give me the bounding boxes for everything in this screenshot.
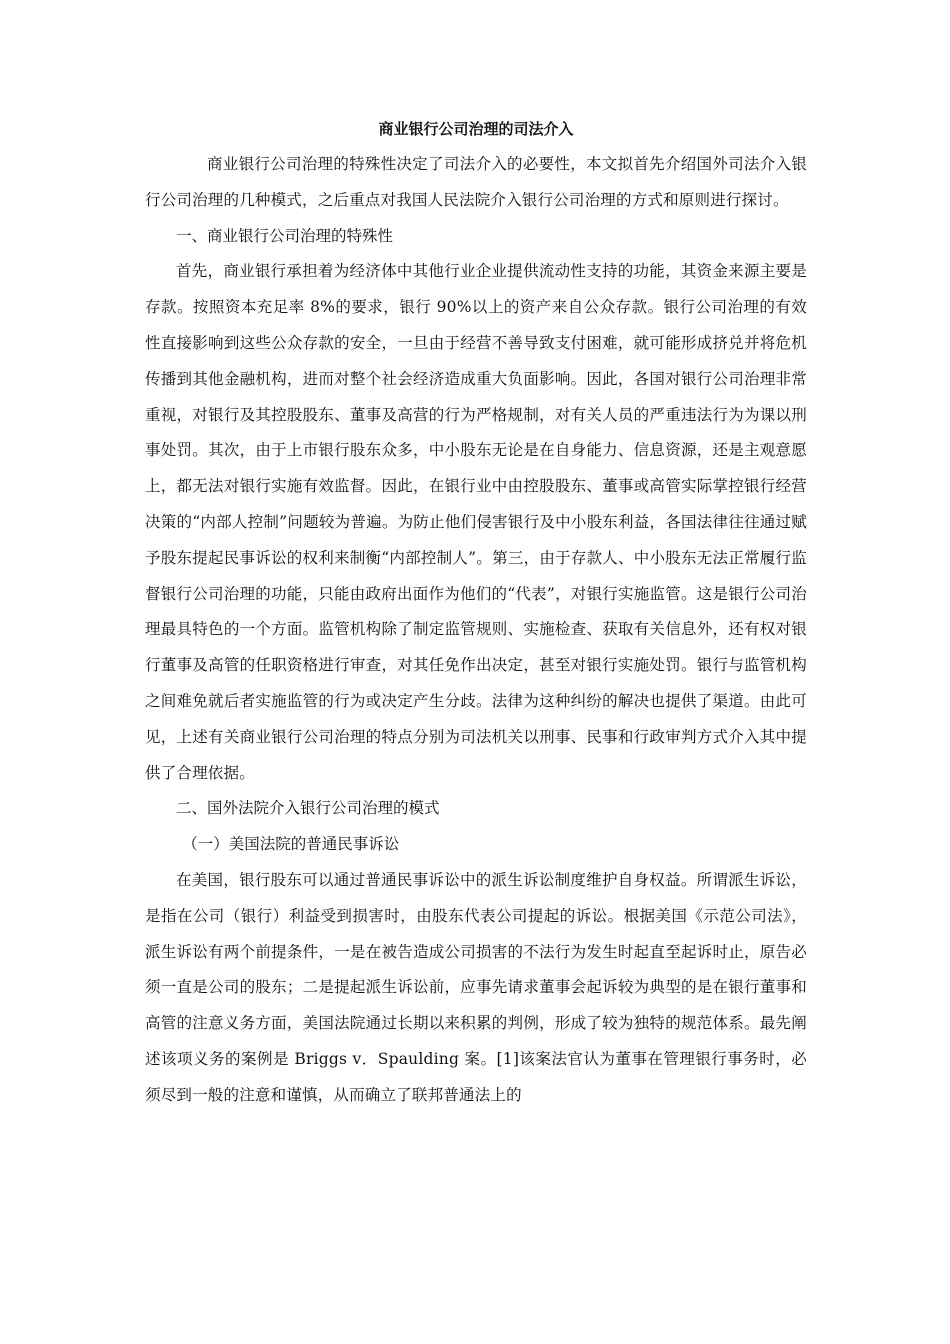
section2-1-paragraph: 在美国，银行股东可以通过普通民事诉讼中的派生诉讼制度维护自身权益。所谓派生诉讼，是指在公司（银行）利益受到损害时，由股东代表公司提起的诉讼。根据美国《示范公司法》，派生诉讼有两个前提条件，一是在被告造成公司损害的不法行为发生时起直至起诉时止，原告必须一直是公司的股东；二是提起派生诉讼前，应事先请求董事会起诉较为典型的是在银行董事和高管的注意义务方面，美国法院通过长期以来积累的判例，形成了较为独特的规范体系。最先阐述该项义务的案例是 Briggs v．Spaulding 案。[1]该案法官认为董事在管理银行事务时，必须尽到一般的注意和谨慎，从而确立了联邦普通法上的 [145, 870, 807, 1104]
section1-heading: 一、商业银行公司治理的特殊性 [176, 226, 394, 245]
section1-paragraph: 首先，商业银行承担着为经济体中其他行业企业提供流动性支持的功能，其资金来源主要是存款。按照资本充足率 8%的要求，银行 90%以上的资产来自公众存款。银行公司治理的有效性直接影响到这些公众存款的安全，一旦由于经营不善导致支付困难，就可能形成挤兑并将危机传播到其他金融机构，进而对整个社会经济造成重大负面影响。因此，各国对银行公司治理非常重视，对银行及其控股股东、董事及高营的行为严格规制，对有关人员的严重违法行为为课以刑事处罚。其次，由于上市银行股东众多，中小股东无论是在自身能力、信息资源，还是主观意愿上，都无法对银行实施有效监督。因此，在银行业中由控股股东、董事或高管实际掌控银行经营决策的“内部人控制”问题较为普遍。为防止他们侵害银行及中小股东利益，各国法律往往通过赋予股东提起民事诉讼的权利来制衡“内部控制人”。第三，由于存款人、中小股东无法正常履行监督银行公司治理的功能，只能由政府出面作为他们的“代表”，对银行实施监管。这是银行公司治理最具特色的一个方面。监管机构除了制定监管规则、实施检查、获取有关信息外，还有权对银行董事及高管的任职资格进行审查，对其任免作出决定，甚至对银行实施处罚。银行与监管机构之间难免就后者实施监管的行为或决定产生分歧。法律为这种纠纷的解决也提供了渠道。由此可见，上述有关商业银行公司治理的特点分别为司法机关以刑事、民事和行政审判方式介入其中提供了合理依据。 [145, 262, 807, 782]
section2-heading: 二、国外法院介入银行公司治理的模式 [176, 799, 440, 818]
intro-paragraph: 商业银行公司治理的特殊性决定了司法介入的必要性，本文拟首先介绍国外司法介入银行公司治理的几种模式，之后重点对我国人民法院介入银行公司治理的方式和原则进行探讨。 [145, 155, 807, 209]
section2-1-heading: （一）美国法院的普通民事诉讼 [182, 835, 400, 854]
document-title: 商业银行公司治理的司法介入 [378, 120, 574, 138]
document-body [145, 119, 807, 1114]
